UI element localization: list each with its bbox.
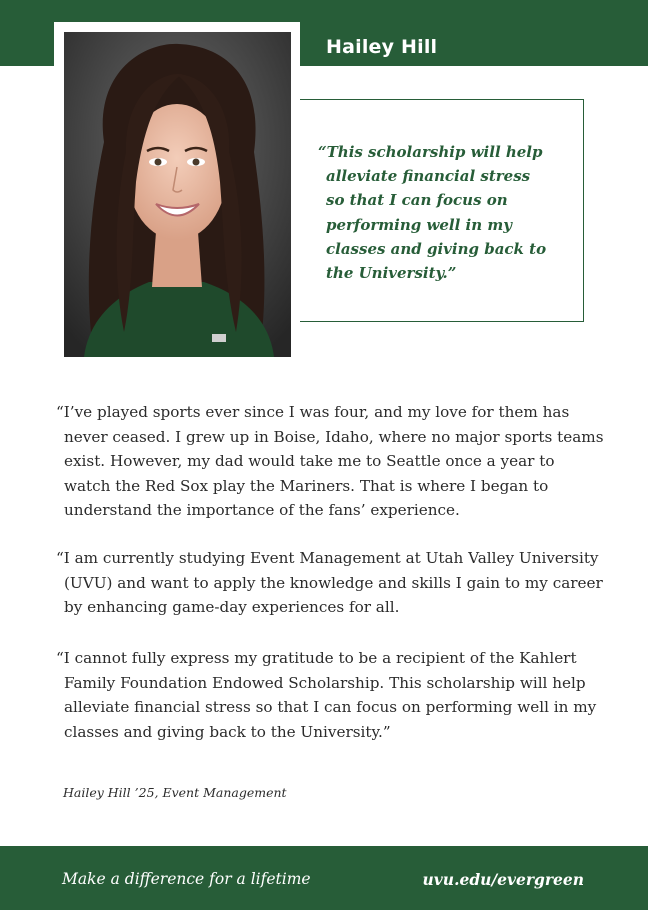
footer-url-link[interactable]: uvu.edu/evergreen — [422, 870, 584, 889]
testimonial-paragraph-3: “I cannot fully express my gratitude to be a recipient of the Kahlert Family Foundation Endowed Scholarship. This scholarship will help alleviate financial stress so that I can focus on performing well in my classes and giving back to the University.” — [56, 649, 597, 741]
photo-frame — [54, 22, 300, 368]
student-name-heading: Hailey Hill — [326, 36, 438, 58]
footer-tagline: Make a difference for a lifetime — [62, 870, 311, 888]
pull-quote: “This scholarship will help alleviate financial stress so that I can focus on performing well in my classes and giving back to the University.” — [318, 143, 547, 283]
footer-band — [0, 846, 648, 910]
testimonial-paragraph-2: “I am currently studying Event Management at Utah Valley University (UVU) and want to apply the knowledge and skills I gain to my career by enhancing game-day experiences for all. — [56, 549, 603, 617]
pull-quote-box — [300, 99, 584, 322]
testimonial-paragraph-1: “I’ve played sports ever since I was four, and my love for them has never ceased. I grew up in Boise, Idaho, where no major sports teams exist. However, my dad would take me to Seattle once a year to watch the Red Sox play the Mariners. That is where I began to understand the importance of the fans’ experience. — [56, 403, 604, 520]
portrait-photo — [64, 32, 291, 357]
attribution: Hailey Hill ’25, Event Management — [63, 785, 287, 800]
